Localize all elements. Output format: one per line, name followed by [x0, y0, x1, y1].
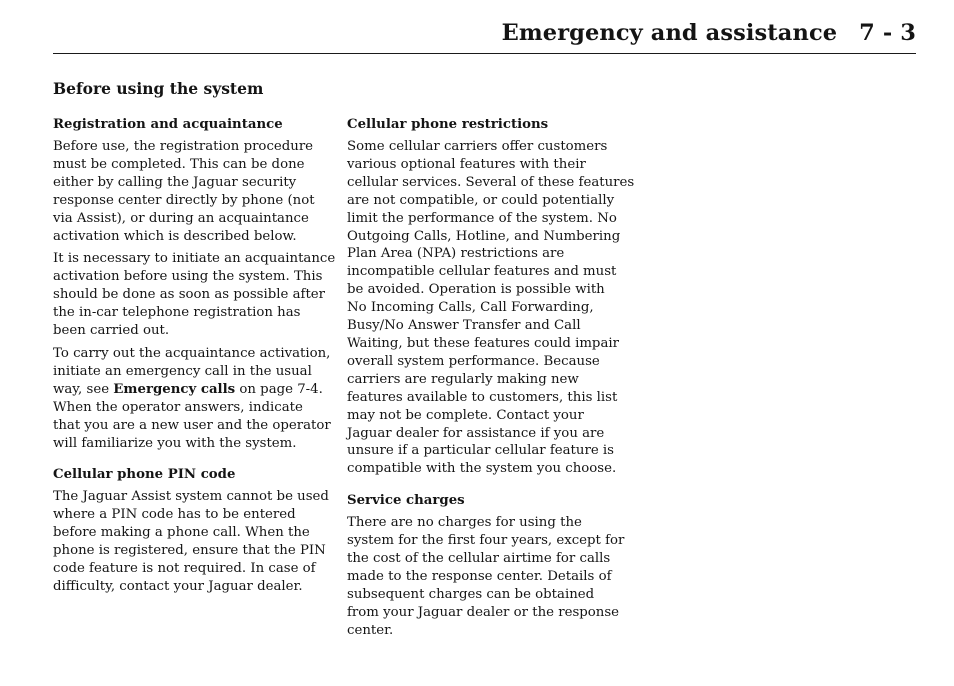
text-line: activation before using the system. This — [53, 269, 323, 285]
text-line: limit the performance of the system. No — [347, 210, 617, 226]
text-line: must be completed. This can be done — [53, 156, 305, 172]
registration-paragraph-3-start — [53, 345, 333, 381]
text-line: There are no charges for using the — [347, 515, 582, 531]
text-line: either by calling the Jaguar security — [53, 174, 297, 190]
middle-column — [347, 116, 635, 645]
text-line: overall system performance. Because — [347, 353, 600, 369]
text-line: unsure if a particular cellular feature is — [347, 443, 614, 459]
text-line: Some cellular carriers offer customers — [347, 139, 608, 154]
text-line: Plan Area (NPA) restrictions are — [347, 246, 565, 262]
restrictions-heading: Cellular phone restrictions — [347, 117, 549, 132]
registration-paragraph-3-link-line — [53, 381, 333, 399]
restrictions-paragraph — [347, 138, 635, 478]
text-line: phone is registered, ensure that the PIN — [53, 543, 326, 559]
text-line: carriers are regularly making new — [347, 371, 579, 387]
text-line: difficulty, contact your Jaguar dealer. — [53, 578, 303, 594]
text-line: When the operator answers, indicate — [53, 399, 303, 415]
text-line: initiate an emergency call in the usual — [53, 363, 312, 379]
text-line: Before use, the registration procedure — [53, 139, 314, 154]
left-column — [53, 116, 336, 601]
registration-heading: Registration and acquaintance — [53, 117, 283, 132]
page-header — [53, 18, 916, 54]
section-title: Before using the system — [53, 79, 264, 98]
text-line: subsequent charges can be obtained — [347, 586, 595, 602]
text-line: should be done as soon as possible after — [53, 287, 326, 303]
text-line: be avoided. Operation is possible with — [347, 282, 605, 298]
text-line: before making a phone call. When the — [53, 525, 310, 541]
page-number: 7 - 3 — [859, 20, 916, 46]
text-line: from your Jaguar dealer or the response — [347, 604, 620, 620]
charges-paragraph — [347, 514, 627, 639]
text-line: To carry out the acquaintance activation, — [53, 345, 331, 361]
text-line: the in-car telephone registration has — [53, 305, 301, 321]
text-line: No Incoming Calls, Call Forwarding, — [347, 300, 594, 316]
registration-paragraph-3 — [53, 345, 333, 452]
text-line: features available to customers, this list — [347, 389, 618, 405]
charges-heading: Service charges — [347, 493, 465, 509]
text-line: been carried out. — [53, 323, 170, 339]
text-line: response center directly by phone (not — [53, 192, 315, 208]
link-suffix: on page 7-4. — [235, 381, 323, 397]
text-line: may not be complete. Contact your — [347, 407, 584, 423]
chapter-title — [502, 20, 916, 46]
text-line: code feature is not required. In case of — [53, 561, 316, 577]
text-line: the cost of the cellular airtime for calls — [347, 551, 611, 567]
pin-paragraph — [53, 488, 333, 595]
registration-paragraph-2 — [53, 250, 336, 340]
text-line: system for the first four years, except for — [347, 533, 625, 549]
text-line: are not compatible, or could potentially — [347, 192, 615, 208]
text-line: center. — [347, 622, 394, 638]
text-line: via Assist), or during an acquaintance — [53, 210, 309, 226]
registration-paragraph-1 — [53, 138, 333, 245]
chapter-title-text: Emergency and assistance — [501, 20, 838, 46]
emergency-calls-reference: Emergency calls — [113, 381, 236, 397]
text-line: various optional features with their — [347, 156, 586, 172]
text-line: Jaguar dealer for assistance if you are — [347, 425, 605, 441]
text-line: incompatible cellular features and must — [347, 264, 617, 280]
text-line: made to the response center. Details of — [347, 568, 612, 584]
text-line: activation which is described below. — [53, 228, 297, 244]
text-line: Outgoing Calls, Hotline, and Numbering — [347, 228, 621, 244]
text-line: Busy/No Answer Transfer and Call — [347, 318, 581, 334]
link-prefix: way, see — [53, 381, 114, 397]
text-line: compatible with the system you choose. — [347, 461, 617, 477]
text-line: that you are a new user and the operator — [53, 417, 331, 433]
text-line: The Jaguar Assist system cannot be used — [53, 489, 329, 505]
text-line: will familiarize you with the system. — [53, 435, 297, 451]
text-line: where a PIN code has to be entered — [53, 507, 296, 523]
registration-paragraph-3-end — [53, 399, 333, 453]
text-line: Waiting, but these features could impair — [347, 335, 619, 351]
text-line: cellular services. Several of these features — [347, 174, 635, 190]
text-line: It is necessary to initiate an acquaintance — [53, 251, 336, 267]
pin-heading: Cellular phone PIN code — [53, 467, 236, 483]
